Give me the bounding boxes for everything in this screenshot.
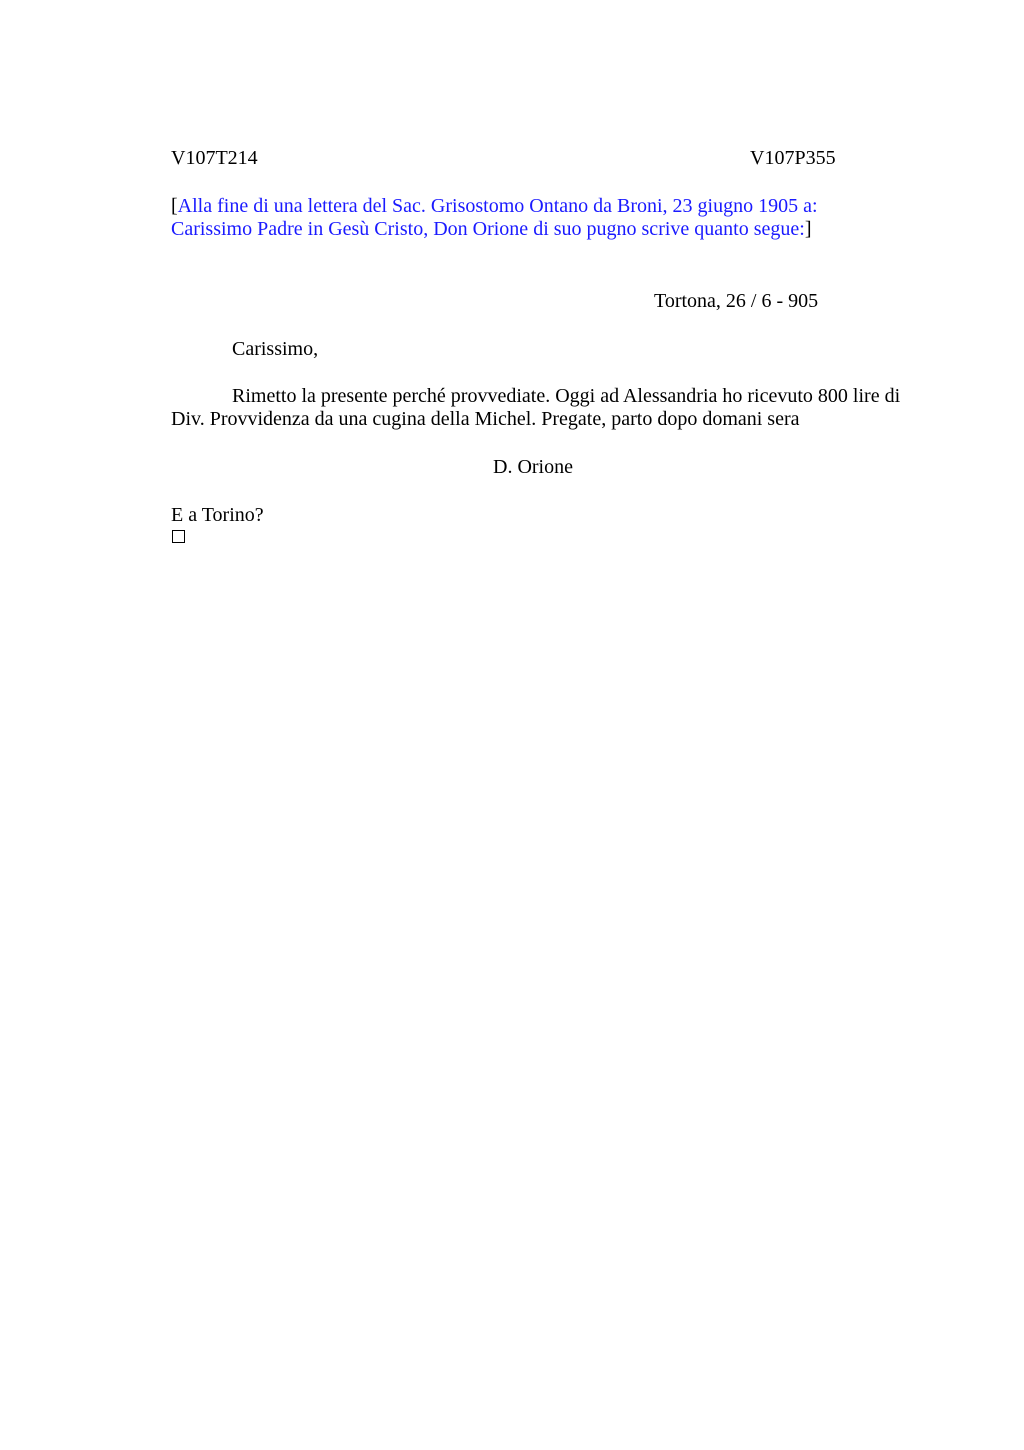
letter-body-line-1: Rimetto la presente perché provvediate. Oggi ad Alessandria ho ricevuto 800 lire di xyxy=(232,385,901,407)
editorial-note-text-2: Carissimo Padre in Gesù Cristo, Don Orione di suo pugno scrive quanto segue: xyxy=(171,218,805,240)
editorial-note-line-1 xyxy=(171,195,818,218)
open-bracket: [ xyxy=(171,195,178,217)
letter-postscript: E a Torino? xyxy=(171,504,264,526)
letter-salutation: Carissimo, xyxy=(232,338,319,360)
editorial-note-line-2 xyxy=(171,218,818,241)
document-code-left: V107T214 xyxy=(171,147,258,169)
letter-place-date: Tortona, 26 / 6 - 905 xyxy=(654,290,819,312)
editorial-note-text-1: Alla fine di una lettera del Sac. Grisostomo Ontano da Broni, 23 giugno 1905 a: xyxy=(177,195,818,217)
editorial-note xyxy=(171,195,818,241)
empty-box-symbol xyxy=(172,530,185,543)
letter-body-line-2: Div. Provvidenza da una cugina della Michel. Pregate, parto dopo domani sera xyxy=(171,408,800,430)
document-code-right: V107P355 xyxy=(750,147,836,169)
letter-signature: D. Orione xyxy=(493,456,573,478)
close-bracket: ] xyxy=(804,218,812,240)
